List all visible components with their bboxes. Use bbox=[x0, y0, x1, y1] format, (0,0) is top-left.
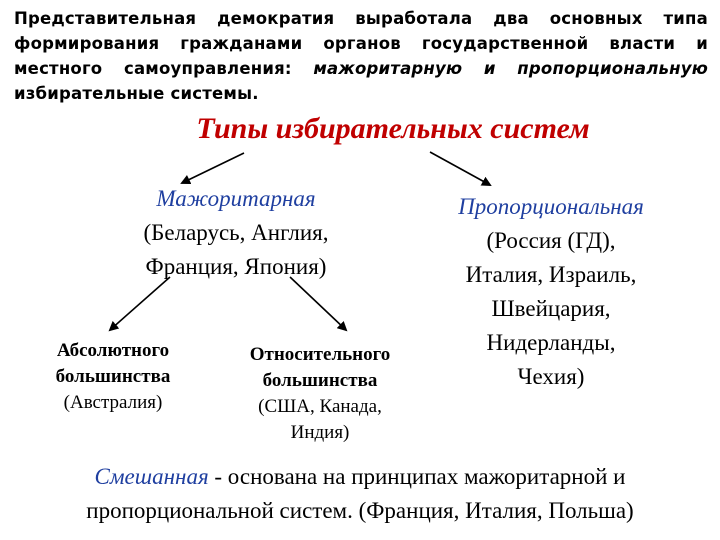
proportional-line: Чехия) bbox=[517, 364, 585, 389]
proportional-line: Нидерланды, bbox=[486, 330, 616, 355]
proportional-heading: Пропорциональная bbox=[458, 194, 644, 219]
arrow-to-absolute bbox=[110, 277, 170, 330]
proportional-line: Италия, Израиль, bbox=[465, 262, 637, 287]
arrow-to-relative bbox=[290, 277, 346, 330]
relative-label-1: Относительного bbox=[249, 344, 391, 365]
proportional-box bbox=[420, 190, 682, 394]
mixed-system-paragraph bbox=[22, 460, 698, 528]
arrow-to-proportional bbox=[430, 152, 490, 185]
absolute-label-2: большинства bbox=[55, 366, 171, 387]
page-title: Типы избирательных систем bbox=[196, 112, 590, 145]
absolute-majority-box bbox=[18, 338, 208, 416]
proportional-line: (Россия (ГД), bbox=[486, 228, 616, 253]
intro-text: Представительная демократия выработала два основных типа формирования гражданами органов государственной власти и местного самоуправления: bbox=[14, 9, 708, 78]
mixed-term: Смешанная bbox=[94, 464, 209, 489]
arrow-to-majoritarian bbox=[182, 153, 244, 183]
relative-example-2: Индия) bbox=[290, 422, 350, 443]
intro-tail: избирательные системы. bbox=[14, 84, 259, 103]
absolute-example: (Австралия) bbox=[63, 392, 163, 413]
relative-majority-box bbox=[222, 342, 418, 446]
mixed-text: - основана на принципах мажоритарной и пропорциональной систем. (Франция, Италия, Польша) bbox=[86, 464, 634, 523]
absolute-label-1: Абсолютного bbox=[56, 340, 170, 361]
majoritarian-countries-2: Франция, Япония) bbox=[145, 254, 327, 279]
relative-label-2: большинства bbox=[262, 370, 378, 391]
majoritarian-countries-1: (Беларусь, Англия, bbox=[143, 220, 329, 245]
majoritarian-heading: Мажоритарная bbox=[156, 186, 316, 211]
majoritarian-box bbox=[95, 182, 377, 284]
relative-example-1: (США, Канада, bbox=[258, 396, 382, 417]
intro-emphasis: мажоритарную и пропорциональную bbox=[313, 59, 708, 78]
proportional-line: Швейцария, bbox=[491, 296, 611, 321]
